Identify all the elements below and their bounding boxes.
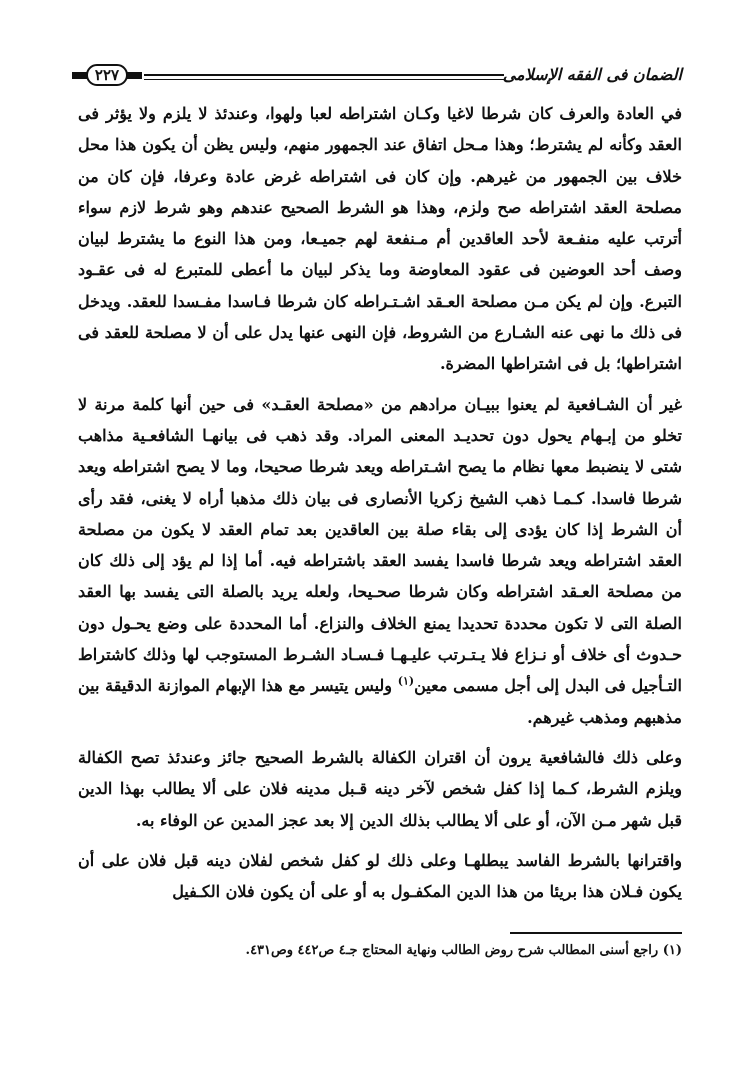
paragraph-2-text: غير أن الشـافعية لم يعنوا ببيـان مرادهم من «مصلحة العقـد» فى حين أنها كلمة مرنة لا تخلو من إبـهام يحول دون تحديـد المعنى المراد. وقد ذهب فى بيانهـا الشافعـية مذاهب شتى لا ينضبط معها نظام ما يصح اشـتراطه ويعد شرطا صحيحا، وما لا يصح اشتراطه ويعد شرطا فاسدا. كـمـا ذهب الشيخ زكريا الأنصارى فى بيان ذلك مذهبا أراه لا يغنى، فقد رأى أن الشرط إذا كان يؤدى إلى بقاء صلة بين العاقدين بعد تمام العقد لا يكون من مصلحة العقد اشتراطه ويعد شرطا فاسدا يفسد العقد باشتراطه فيه. أما إذا لم يؤد إلى ذلك كان من مصلحة العـقد اشتراطه وكان شرطا صحـيحا، ولعله يريد بالصلة التى يفسد بها العقد الصلة التى لا تكون محددة تحديدا يمنع الخلاف والنزاع. أما المحددة على وضع يحـول دون حـدوث أى خلاف أو نـزاع فلا يـتـرتب عليـهـا فـسـاد الشـرط المستوجب لها وذلك كاشتراط التـأجيل فى البدل إلى أجل مسمى معين — [78, 394, 682, 696]
footnote-reference: (١) — [397, 675, 415, 689]
page-number-ornament — [72, 64, 142, 86]
main-text — [78, 98, 682, 907]
footnote: (١) راجع أسنى المطالب شرح روض الطالب ونهاية المحتاج جـ٤ ص٤٤٢ وص٤٣١. — [245, 943, 682, 958]
running-header — [72, 64, 682, 90]
paragraph-3: وعلى ذلك فالشافعية يرون أن اقتران الكفالة بالشرط الصحيح جائز وعندئذ تصح الكفالة ويلزم الشرط، كـما إذا كفل شخص لآخر دينه قـبل مدينه فلان على ألا يطالب بهذا الدين قبل شهر مـن الآن، أو على ألا يطالب بذلك الدين إلا بعد عجز المدين عن الوفاء به. — [78, 747, 683, 830]
header-rule — [144, 74, 504, 80]
footnote-rule — [510, 932, 682, 934]
paragraph-1: في العادة والعرف كان شرطا لاغيا وكـان اشتراطه لعبا ولهوا، وعندئذ لا يلزم ولا يؤثر فى العقد وكأنه لم يشترط؛ وهذا مـحل اتفاق عند الجمهور منهم، وليس يظن أن يكون هذا محل خلاف بين الجمهور من غيرهم. وإن كان فى اشتراطه غرض عادة وعرفا، فإن كان من مصلحة العقد اشتراطه صح ولزم، وهذا هو الشرط الصحيح عندهم وهو شرط لازم سواء أترتب عليه منفـعة لأحد العاقدين أم مـنفعة لهم جميـعا، ومن هذا النوع ما يشترط لبيان وصف أحد العوضين فى عقود المعاوضة وما يذكر لبيان ما أعطى للمتبرع له فى عقـود التبرع. وإن لم يكن مـن مصلحة العـقد اشـتـراطه كان شرطا فـاسدا مفـسدا للعقد. ويدخل فى ذلك ما نهى عنه الشـارع من الشروط، فإن النهى عنها يدل على أن لا مصلحة للعقد فى اشتراطها؛ بل فى اشتراطها المضرة. — [78, 104, 683, 374]
paragraph-2-tail: وليس يتيسر مع هذا الإبهام الموازنة الدقيقة بين مذهبهم ومذهب غيرهم. — [78, 676, 682, 727]
book-title: الضمان فى الفقه الإسلامى — [502, 65, 682, 84]
page-number: ٢٢٧ — [86, 64, 128, 86]
paragraph-2 — [78, 389, 682, 733]
paragraph-4: واقترانها بالشرط الفاسد يبطلهـا وعلى ذلك لو كفل شخص لفلان دينه قبل فلان على أن يكون فـلان هذا بريئا من هذا الدين المكفـول به أو على أن يكون فلان الكـفيل — [78, 850, 682, 902]
